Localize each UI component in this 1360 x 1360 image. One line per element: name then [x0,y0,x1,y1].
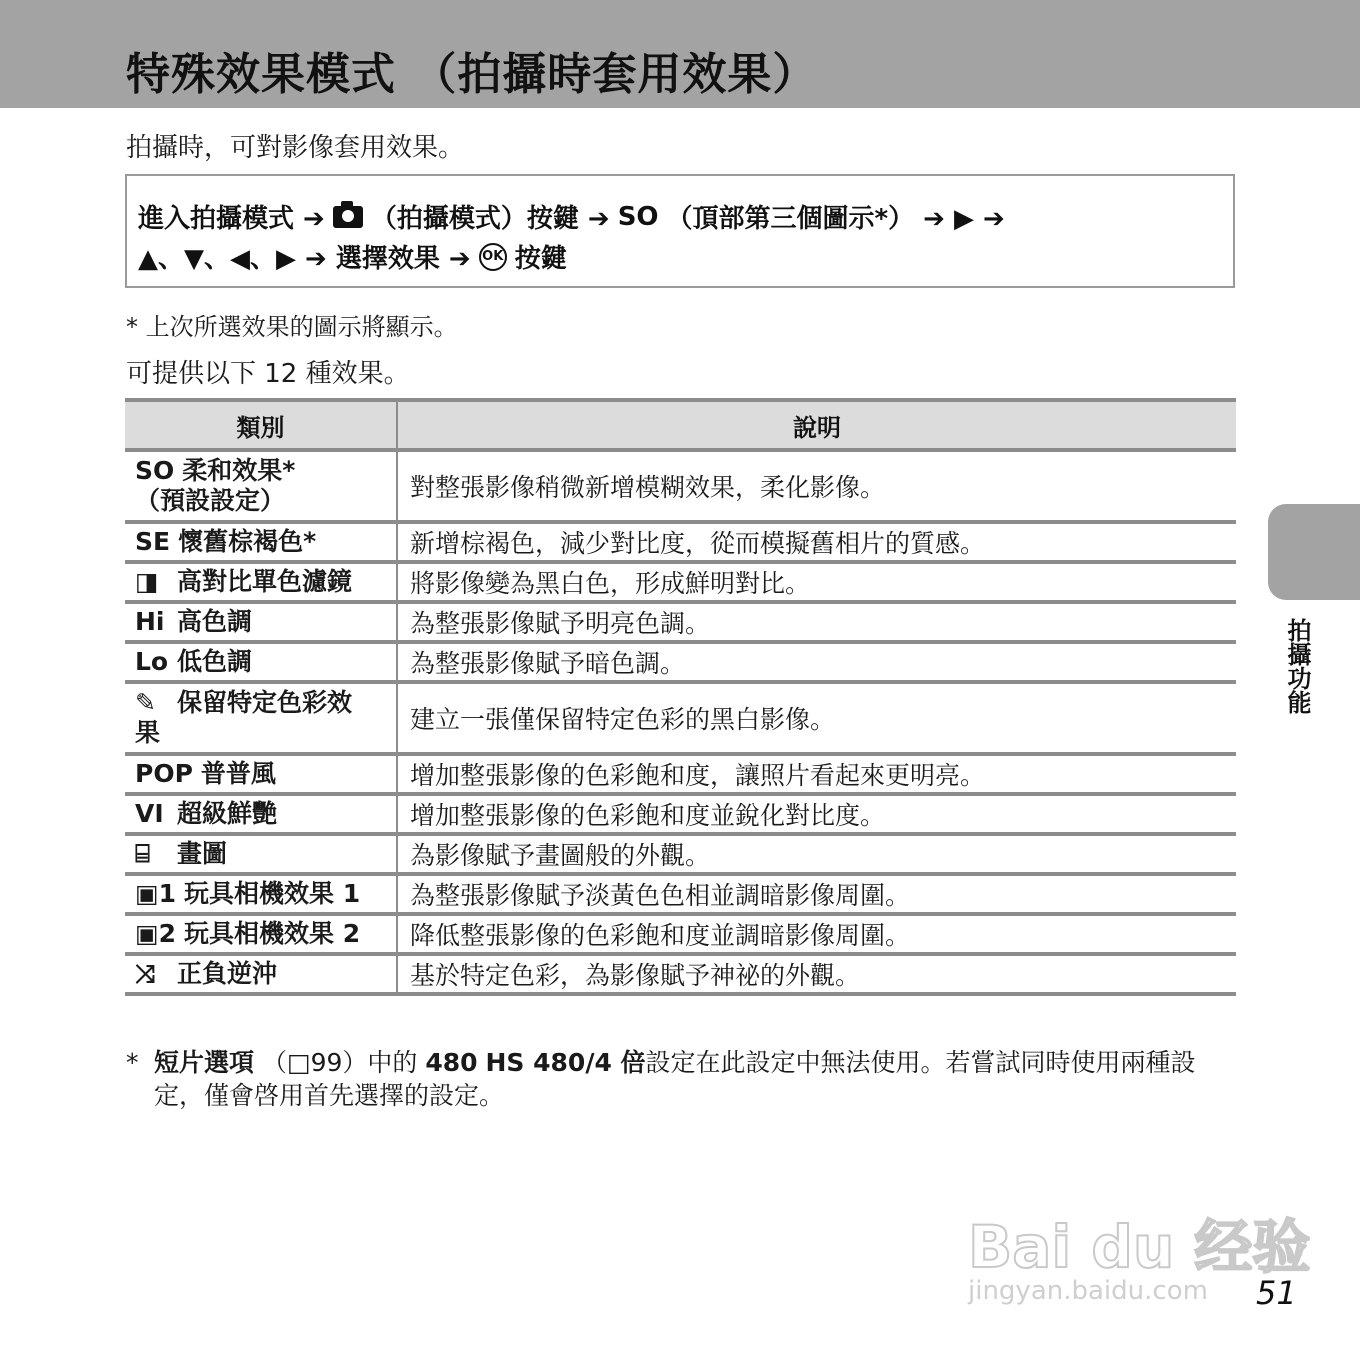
effect-name-cont: 果 [135,718,161,747]
effect-name-cell [125,874,397,914]
effect-name: 畫圖 [177,839,228,868]
page-title: 特殊效果模式 （拍攝時套用效果） [126,49,818,100]
table-row [125,914,1236,954]
effect-count-text: 可提供以下 12 種效果。 [126,359,410,389]
high-contrast-mono-icon: ◨ [135,567,159,596]
effect-description: 建立一張僅保留特定色彩的黑白影像。 [397,682,1236,754]
effect-name-note: （預設設定） [135,486,286,515]
procedure-step-ok: 按鍵 [514,244,567,274]
cross-process-icon: ⤨ [135,959,156,988]
effect-name: 保留特定色彩效 [177,688,353,717]
page-reference: （□99）中的 [261,1048,418,1077]
watermark-logo-text: Bai du 经验 [968,1213,1311,1281]
effect-name-cell [125,562,397,602]
effect-name-cell [125,954,397,994]
effect-description: 降低整張影像的色彩飽和度並調暗影像周圍。 [397,914,1236,954]
effect-name-cell [125,834,397,874]
effect-name-cell [125,682,397,754]
soft-effect-icon: SO [617,201,659,232]
procedure-box [125,174,1235,288]
selective-color-icon: ✎ [135,688,156,717]
effect-name-cell [125,602,397,642]
table-row [125,834,1236,874]
column-header-category: 類別 [125,400,397,450]
effect-name-cell [125,754,397,794]
effect-description: 增加整張影像的色彩飽和度，讓照片看起來更明亮。 [397,754,1236,794]
procedure-step-select: ▲、▼、◀、▶ ➔ 選擇效果 ➔ [138,244,471,274]
footnote-body [154,1046,1236,1112]
ok-button-icon: OK [479,243,507,271]
hs-setting-label: HS 480/4 倍 [485,1048,646,1077]
table-row [125,682,1236,754]
table-row [125,450,1236,522]
soft-effect-icon: SO [135,456,175,485]
intro-text: 拍攝時，可對影像套用效果。 [126,133,465,163]
effect-description: 新增棕褐色，減少對比度，從而模擬舊相片的質感。 [397,522,1236,562]
movie-options-label: 短片選項 [154,1048,255,1077]
section-side-tab [1268,504,1360,600]
effect-name-cell [125,914,397,954]
table-row [125,794,1236,834]
table-row [125,754,1236,794]
effect-name: 高對比單色濾鏡 [177,567,353,596]
effect-name: 懷舊棕褐色* [178,527,317,556]
procedure-step-shoot-button: （拍攝模式）按鍵 ➔ [370,204,610,234]
watermark-url: jingyan.baidu.com [968,1276,1208,1306]
effect-description: 為影像賦予畫圖般的外觀。 [397,834,1236,874]
procedure-step-enter: 進入拍攝模式 ➔ [138,204,325,234]
painting-icon: ⌸ [135,839,151,868]
effect-name: 低色調 [177,647,253,676]
camera-icon [333,206,363,228]
effect-description: 增加整張影像的色彩飽和度並銳化對比度。 [397,794,1236,834]
high-key-icon: Hi [135,607,165,636]
page-number: 51 [1256,1274,1297,1312]
effect-name: 超級鮮艷 [177,799,278,828]
footnote-star: * [126,1048,139,1077]
effect-name: 柔和效果* [182,456,296,485]
effect-name-cell [125,642,397,682]
super-vivid-icon: VI [135,799,164,828]
section-side-label: 拍攝功能 [1283,618,1311,714]
effect-name-cell [125,522,397,562]
effects-table [125,398,1236,996]
effect-name: 高色調 [177,607,253,636]
table-row [125,522,1236,562]
toy-camera-1-icon: ▣1 [135,879,177,908]
column-header-description: 說明 [397,400,1236,450]
effect-name: 普普風 [200,759,276,788]
effect-description: 基於特定色彩，為影像賦予神祕的外觀。 [397,954,1236,994]
effect-name: 正負逆沖 [177,959,278,988]
table-header-row [125,400,1236,450]
table-row [125,562,1236,602]
procedure-line-2 [138,238,567,275]
hs-movie-icon: 480 [425,1048,478,1077]
footnote-last-icon: * 上次所選效果的圖示將顯示。 [126,313,458,341]
footnote-text: 設定在此設定中無法使用。若嘗試同時使用兩種設定，僅會啓用首先選擇的設定。 [154,1048,1196,1110]
effect-name: 玩具相機效果 1 [184,879,361,908]
effect-description: 為整張影像賦予淡黃色色相並調暗影像周圍。 [397,874,1236,914]
effect-description: 為整張影像賦予暗色調。 [397,642,1236,682]
procedure-step-third-icon: （頂部第三個圖示*） ➔ ▶ ➔ [666,204,1005,234]
sepia-icon: SE [135,527,171,556]
effect-name: 玩具相機效果 2 [184,919,361,948]
low-key-icon: Lo [135,647,169,676]
table-row [125,642,1236,682]
effect-description: 對整張影像稍微新增模糊效果，柔化影像。 [397,450,1236,522]
procedure-line-1 [138,198,1005,235]
table-row [125,954,1236,994]
effect-name-cell [125,794,397,834]
toy-camera-2-icon: ▣2 [135,919,177,948]
table-row [125,602,1236,642]
effect-description: 將影像變為黑白色，形成鮮明對比。 [397,562,1236,602]
footnote-movie-options [126,1046,1236,1112]
effect-description: 為整張影像賦予明亮色調。 [397,602,1236,642]
pop-icon: POP [135,759,193,788]
table-row [125,874,1236,914]
effect-name-cell [125,450,397,522]
